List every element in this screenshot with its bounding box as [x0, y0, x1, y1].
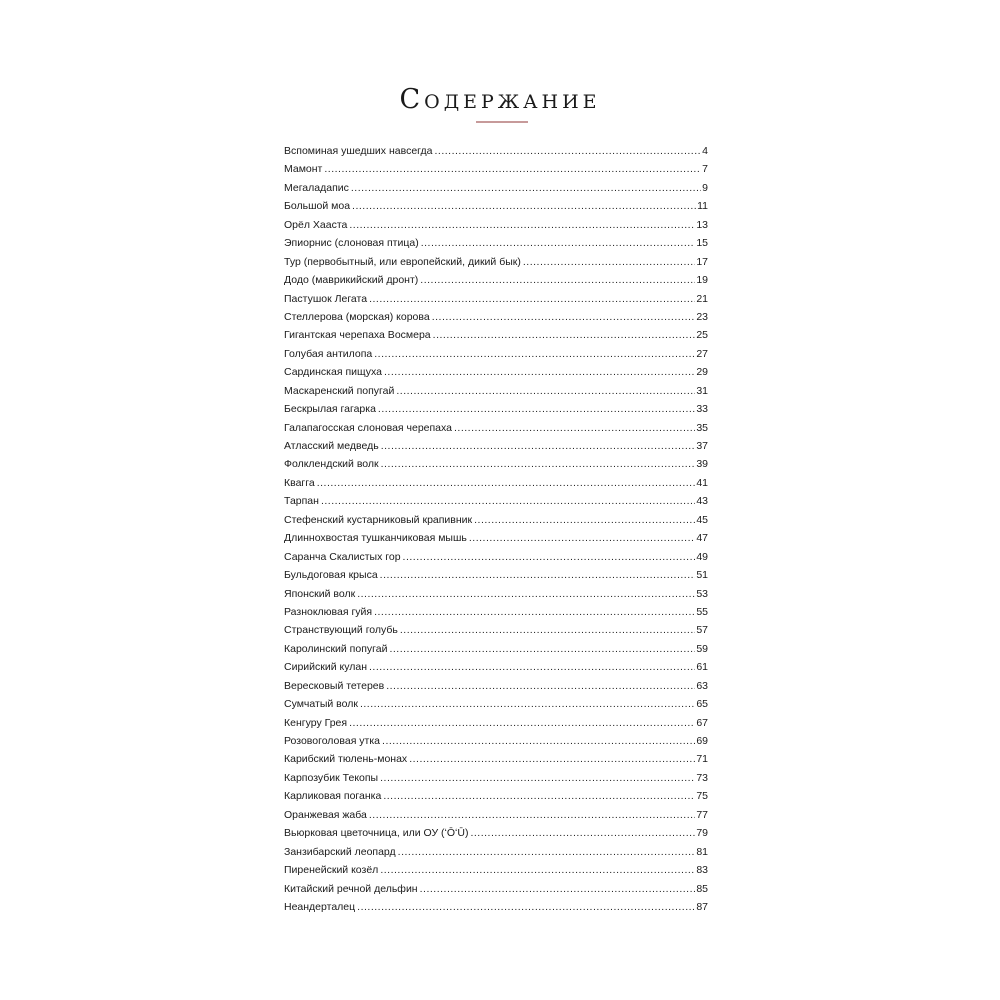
- toc-entry: [284, 495, 708, 513]
- toc-entry: [284, 827, 708, 845]
- toc-entry: [284, 680, 708, 698]
- toc-entry-title: Мамонт: [284, 163, 323, 176]
- toc-entry-title: Бескрылая гагарка: [284, 403, 376, 416]
- toc-entry-page-number: 17: [696, 255, 708, 268]
- toc-entry: [284, 643, 708, 661]
- toc-entry: [284, 145, 708, 163]
- dot-leader: [386, 680, 695, 692]
- toc-entry: [284, 200, 708, 218]
- dot-leader: [360, 698, 695, 710]
- toc-entry: [284, 772, 708, 790]
- toc-entry-page-number: 31: [696, 384, 708, 397]
- toc-entry-page-number: 73: [696, 771, 708, 784]
- toc-entry-page-number: 27: [696, 347, 708, 360]
- toc-entry-title: Сардинская пищуха: [284, 366, 382, 379]
- toc-entry: [284, 864, 708, 882]
- dot-leader: [324, 163, 701, 175]
- toc-entry-page-number: 51: [696, 569, 708, 582]
- toc-entry-title: Вьюрковая цветочница, или ОУ (ʻŌʻŪ): [284, 827, 469, 840]
- toc-entry: [284, 569, 708, 587]
- dot-leader: [380, 772, 695, 784]
- toc-entry-page-number: 77: [696, 808, 708, 821]
- dot-leader: [380, 864, 695, 876]
- toc-entry: [284, 846, 708, 864]
- toc-entry: [284, 219, 708, 237]
- toc-entry-title: Тур (первобытный, или европейский, дикий бык): [284, 255, 521, 268]
- dot-leader: [357, 901, 695, 913]
- dot-leader: [470, 827, 695, 839]
- toc-entry-title: Квагга: [284, 476, 315, 489]
- dot-leader: [369, 661, 695, 673]
- dot-leader: [381, 440, 696, 452]
- toc-entry-page-number: 87: [696, 900, 708, 913]
- toc-entry-title: Саранча Скалистых гор: [284, 550, 401, 563]
- dot-leader: [389, 643, 695, 655]
- toc-entry-title: Пиренейский козёл: [284, 864, 379, 877]
- toc-entry-page-number: 11: [697, 200, 708, 213]
- dot-leader: [434, 145, 701, 157]
- dot-leader: [349, 219, 695, 231]
- toc-entry-title: Мегаладапис: [284, 181, 349, 194]
- dot-leader: [351, 182, 701, 194]
- toc-entry-page-number: 7: [702, 163, 708, 176]
- toc-entry-title: Карпозубик Текопы: [284, 771, 379, 784]
- table-of-contents: [284, 145, 708, 919]
- toc-entry-page-number: 37: [696, 440, 708, 452]
- toc-entry-page-number: 79: [696, 827, 708, 840]
- dot-leader: [523, 256, 695, 268]
- dot-leader: [400, 624, 695, 636]
- dot-leader: [398, 846, 696, 858]
- toc-entry-page-number: 35: [696, 421, 708, 434]
- toc-entry: [284, 883, 708, 901]
- toc-entry-title: Эпиорнис (слоновая птица): [284, 237, 419, 250]
- toc-entry-page-number: 47: [696, 532, 708, 545]
- toc-entry: [284, 753, 708, 771]
- dot-leader: [378, 403, 695, 415]
- dot-leader: [409, 753, 695, 765]
- toc-entry-title: Стефенский кустарниковый крапивник: [284, 513, 473, 526]
- toc-entry-page-number: 61: [696, 661, 708, 674]
- toc-entry: [284, 458, 708, 476]
- dot-leader: [321, 495, 695, 507]
- toc-entry: [284, 182, 708, 200]
- toc-entry-page-number: 65: [696, 698, 708, 711]
- toc-entry-title: Маскаренский попугай: [284, 384, 395, 397]
- toc-entry-title: Вспоминая ушедших навсегда: [284, 145, 433, 157]
- toc-entry-title: Карликовая поганка: [284, 790, 382, 803]
- toc-entry-title: Додо (маврикийский дронт): [284, 274, 419, 287]
- page-title: Содержание: [399, 84, 601, 115]
- dot-leader: [369, 293, 695, 305]
- toc-entry: [284, 329, 708, 347]
- toc-entry: [284, 624, 708, 642]
- toc-entry: [284, 661, 708, 679]
- toc-entry-page-number: 59: [696, 642, 708, 655]
- toc-entry-page-number: 81: [696, 845, 708, 858]
- dot-leader: [383, 790, 695, 802]
- dot-leader: [381, 458, 696, 470]
- toc-entry-title: Атласский медведь: [284, 440, 379, 452]
- toc-entry: [284, 901, 708, 919]
- toc-entry-page-number: 75: [696, 790, 708, 803]
- toc-entry-page-number: 71: [696, 753, 708, 766]
- toc-entry-page-number: 33: [696, 403, 708, 416]
- dot-leader: [369, 809, 695, 821]
- toc-entry-page-number: 4: [702, 145, 708, 157]
- toc-entry-page-number: 9: [702, 181, 708, 194]
- dot-leader: [382, 735, 695, 747]
- toc-entry: [284, 606, 708, 624]
- toc-entry: [284, 422, 708, 440]
- toc-entry-page-number: 15: [696, 237, 708, 250]
- dot-leader: [357, 588, 695, 600]
- toc-entry-title: Тарпан: [284, 495, 319, 508]
- toc-entry-page-number: 29: [696, 366, 708, 379]
- toc-entry-title: Стеллерова (морская) корова: [284, 310, 430, 323]
- toc-entry: [284, 790, 708, 808]
- dot-leader: [469, 532, 695, 544]
- toc-entry-page-number: 53: [696, 587, 708, 600]
- toc-entry: [284, 293, 708, 311]
- toc-entry-page-number: 19: [696, 274, 708, 287]
- toc-entry-title: Неандерталец: [284, 900, 356, 913]
- toc-entry-page-number: 69: [696, 735, 708, 747]
- dot-leader: [433, 329, 696, 341]
- toc-entry-title: Странствующий голубь: [284, 624, 398, 637]
- toc-entry-title: Занзибарский леопард: [284, 845, 396, 858]
- title-underline-rule: [476, 121, 528, 123]
- toc-entry: [284, 440, 708, 458]
- toc-entry-page-number: 23: [696, 310, 708, 323]
- toc-entry: [284, 237, 708, 255]
- toc-entry: [284, 532, 708, 550]
- dot-leader: [403, 551, 696, 563]
- toc-entry-page-number: 45: [696, 513, 708, 526]
- toc-entry-title: Карибский тюлень-монах: [284, 753, 408, 766]
- toc-entry-page-number: 63: [696, 679, 708, 692]
- toc-entry-title: Сирийский кулан: [284, 661, 368, 674]
- dot-leader: [380, 569, 696, 581]
- dot-leader: [420, 274, 695, 286]
- toc-entry: [284, 514, 708, 532]
- toc-entry-title: Вересковый тетерев: [284, 679, 385, 692]
- toc-entry-page-number: 25: [696, 329, 708, 342]
- toc-entry-page-number: 67: [696, 716, 708, 729]
- toc-entry: [284, 477, 708, 495]
- toc-entry: [284, 163, 708, 181]
- toc-entry-page-number: 57: [696, 624, 708, 637]
- toc-entry-page-number: 43: [696, 495, 708, 508]
- toc-entry: [284, 698, 708, 716]
- toc-entry-title: Орёл Хааста: [284, 218, 348, 231]
- toc-entry-title: Розовоголовая утка: [284, 735, 381, 747]
- toc-entry-title: Разноклювая гуйя: [284, 605, 373, 618]
- toc-entry-page-number: 85: [696, 882, 708, 895]
- dot-leader: [396, 385, 695, 397]
- toc-entry-title: Бульдоговая крыса: [284, 569, 378, 582]
- toc-entry: [284, 551, 708, 569]
- toc-entry-title: Фолклендский волк: [284, 458, 379, 471]
- toc-entry-title: Пастушок Легата: [284, 292, 368, 305]
- toc-entry-title: Большой моа: [284, 200, 351, 213]
- toc-entry-title: Сумчатый волк: [284, 698, 358, 711]
- toc-entry-title: Голубая антилопа: [284, 347, 373, 360]
- toc-entry-page-number: 83: [696, 864, 708, 877]
- toc-entry: [284, 735, 708, 753]
- toc-entry-page-number: 55: [696, 605, 708, 618]
- toc-entry-page-number: 39: [696, 458, 708, 471]
- toc-entry: [284, 717, 708, 735]
- toc-entry: [284, 256, 708, 274]
- toc-entry: [284, 311, 708, 329]
- toc-entry-title: Китайский речной дельфин: [284, 882, 418, 895]
- dot-leader: [317, 477, 696, 489]
- toc-entry: [284, 366, 708, 384]
- toc-entry-page-number: 41: [696, 476, 708, 489]
- toc-entry-title: Кенгуру Грея: [284, 716, 348, 729]
- toc-entry-title: Гигантская черепаха Восмера: [284, 329, 431, 342]
- dot-leader: [384, 366, 695, 378]
- toc-entry-page-number: 21: [696, 292, 708, 305]
- dot-leader: [349, 717, 695, 729]
- dot-leader: [352, 200, 696, 212]
- toc-entry-title: Галапагосская слоновая черепаха: [284, 421, 452, 434]
- toc-entry-title: Оранжевая жаба: [284, 808, 367, 821]
- dot-leader: [474, 514, 695, 526]
- dot-leader: [421, 237, 696, 249]
- toc-entry: [284, 348, 708, 366]
- dot-leader: [432, 311, 696, 323]
- dot-leader: [420, 883, 696, 895]
- toc-entry: [284, 385, 708, 403]
- toc-entry: [284, 403, 708, 421]
- toc-entry-page-number: 13: [696, 218, 708, 231]
- toc-entry-page-number: 49: [696, 550, 708, 563]
- toc-entry-title: Японский волк: [284, 587, 356, 600]
- toc-entry: [284, 274, 708, 292]
- toc-entry-title: Длиннохвостая тушканчиковая мышь: [284, 532, 467, 545]
- toc-entry: [284, 588, 708, 606]
- dot-leader: [374, 348, 695, 360]
- dot-leader: [454, 422, 695, 434]
- toc-entry: [284, 809, 708, 827]
- dot-leader: [374, 606, 695, 618]
- toc-entry-title: Каролинский попугай: [284, 642, 388, 655]
